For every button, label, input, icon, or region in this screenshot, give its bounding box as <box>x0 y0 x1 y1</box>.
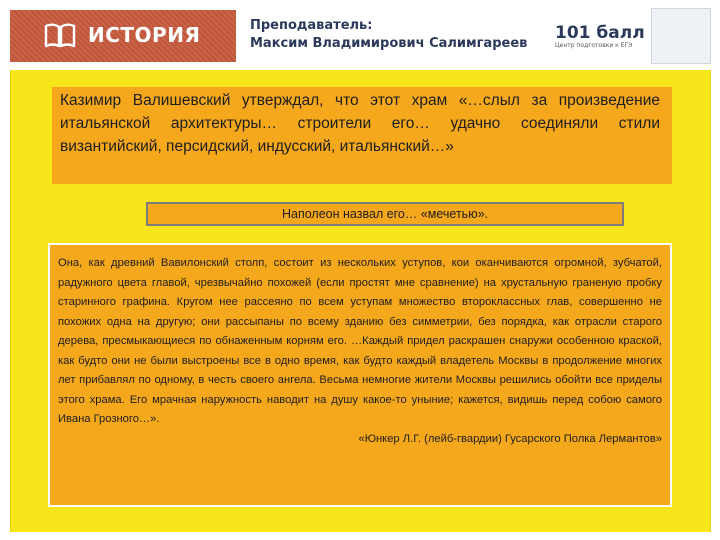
quote-valishevsky: Казимир Валишевский утверждал, что этот храм «…слыл за произведение итальянской архитектуры… строители его… удачно соединяли стили византийский, персидский, индусский, итальянский…» <box>52 87 672 184</box>
quote-lermontov-text: Она, как древний Вавилонский столп, состоит из нескольких уступов, кои оканчиваются огромной, зубчатой, радужного цвета главой, чрезвычайно похожей (если простят мне сравнение) на хрустальную граненую пробку старинного графина. Кругом нее рассеяно по всем уступам множество второклассных глав, совершенно не похожих одна на другую; они рассыпаны по всему зданию без симметрии, без порядка, как отрасли старого дерева, пресмыкающиеся по обнаженным корням его. …Каждый придел раскрашен снаружи особенною краской, как будто они не были выстроены все в одно время, как будто каждый владетель Москвы в продолжение многих лет прибавлял по одному, в честь своего ангела. Весьма немногие жители Москвы решились обойти все приделы этого храма. Его мрачная наружность наводит на душу какое-то уныние; кажется, видишь перед собою самого Ивана Грозного…». <box>58 257 662 425</box>
subject-logo <box>10 10 236 62</box>
teacher-info <box>250 17 527 53</box>
napoleon-note: Наполеон назвал его… «мечетью». <box>146 202 624 226</box>
header-bar <box>0 0 720 70</box>
brand-tagline: Центр подготовки к ЕГЭ <box>555 42 633 49</box>
open-book-icon <box>44 22 76 50</box>
teacher-name: Максим Владимирович Салимгареев <box>250 36 528 51</box>
quote-lermontov-source: «Юнкер Л.Г. (лейб-гвардии) Гусарского Полка Лермантов» <box>358 432 662 445</box>
corner-decoration <box>651 8 711 64</box>
subject-title: ИСТОРИЯ <box>88 23 201 47</box>
brand-logo <box>555 24 645 50</box>
brand-name: 101 балл <box>555 23 645 43</box>
teacher-label: Преподаватель: <box>250 18 373 33</box>
quote-lermontov-box <box>48 243 672 507</box>
